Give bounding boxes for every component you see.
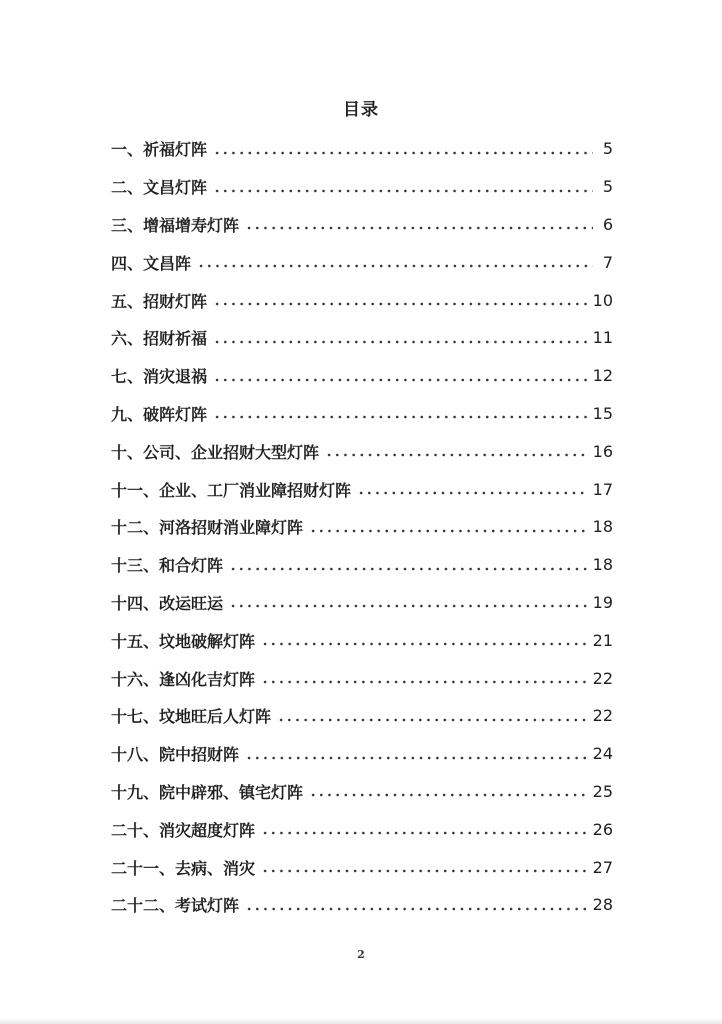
toc-entry-label: 十五、坟地破解灯阵 [111, 631, 256, 651]
toc-entry[interactable] [111, 810, 613, 848]
toc-entry-label: 六、招财祈福 [111, 329, 208, 349]
dot-leader [229, 567, 587, 571]
toc-entry[interactable] [111, 319, 613, 357]
dot-leader [309, 529, 587, 533]
toc-entry-page: 5 [602, 177, 613, 197]
toc-entry[interactable] [111, 470, 613, 508]
toc-entry-label: 三、增福增寿灯阵 [111, 215, 240, 235]
dot-leader [245, 756, 587, 760]
toc-entry-label: 十三、和合灯阵 [111, 556, 224, 576]
toc-entry[interactable] [111, 735, 613, 773]
toc-entry-page: 17 [592, 479, 613, 499]
toc-entry-page: 18 [592, 517, 613, 537]
toc-entry[interactable] [111, 243, 613, 281]
toc-entry[interactable] [111, 621, 613, 659]
toc-entry-page: 6 [602, 214, 613, 234]
page-number: 2 [357, 948, 365, 961]
toc-entry-label: 十七、坟地旺后人灯阵 [111, 707, 272, 727]
dot-leader [357, 491, 587, 495]
toc-entry-page: 15 [592, 403, 613, 423]
toc-entry[interactable] [111, 281, 613, 319]
dot-leader [245, 226, 593, 230]
toc-entry-page: 7 [602, 252, 613, 272]
dot-leader [213, 302, 587, 306]
dot-leader [277, 718, 587, 722]
toc-entry-page: 22 [592, 706, 613, 726]
dot-leader [261, 680, 587, 684]
toc-entry-label: 七、消灾退祸 [111, 367, 208, 387]
dot-leader [261, 642, 587, 646]
dot-leader [245, 907, 587, 911]
toc-entry-page: 27 [592, 857, 613, 877]
toc-entry-label: 二十二、考试灯阵 [111, 896, 240, 916]
dot-leader [261, 869, 587, 873]
toc-title: 目录 [343, 100, 379, 120]
toc-entry-page: 19 [592, 592, 613, 612]
toc-entry-page: 18 [592, 555, 613, 575]
toc-entry-label: 十一、企业、工厂消业障招财灯阵 [111, 480, 352, 500]
toc-entry-page: 22 [592, 668, 613, 688]
toc-entry[interactable] [111, 130, 613, 168]
toc-entry[interactable] [111, 848, 613, 886]
toc-entry[interactable] [111, 546, 613, 584]
dot-leader [229, 604, 587, 608]
toc-entry-page: 28 [592, 895, 613, 915]
toc-entry-label: 五、招财灯阵 [111, 291, 208, 311]
toc-entry[interactable] [111, 357, 613, 395]
toc-entry-label: 二十、消灾超度灯阵 [111, 820, 256, 840]
dot-leader [213, 189, 593, 193]
dot-leader [197, 264, 593, 268]
toc-entry-label: 一、祈福灯阵 [111, 140, 208, 160]
page-edge-shadow [0, 1018, 722, 1024]
toc-entry-label: 十、公司、企业招财大型灯阵 [111, 442, 320, 462]
toc-entry[interactable] [111, 659, 613, 697]
toc-entry[interactable] [111, 432, 613, 470]
toc-entry[interactable] [111, 584, 613, 622]
dot-leader [213, 378, 587, 382]
toc-entry-page: 16 [592, 441, 613, 461]
dot-leader [309, 793, 587, 797]
toc-entry[interactable] [111, 206, 613, 244]
toc-entry[interactable] [111, 697, 613, 735]
toc-entry-label: 四、文昌阵 [111, 253, 192, 273]
toc-entry-page: 25 [592, 781, 613, 801]
toc-entry[interactable] [111, 395, 613, 433]
toc-entry-page: 21 [592, 630, 613, 650]
toc-entry[interactable] [111, 773, 613, 811]
toc-list [111, 130, 613, 924]
toc-entry-label: 十八、院中招财阵 [111, 745, 240, 765]
toc-entry-label: 十六、逢凶化吉灯阵 [111, 669, 256, 689]
toc-entry-page: 24 [592, 744, 613, 764]
dot-leader [213, 151, 593, 155]
dot-leader [261, 831, 587, 835]
toc-entry-page: 5 [602, 139, 613, 159]
dot-leader [213, 415, 587, 419]
toc-entry-page: 12 [592, 366, 613, 386]
dot-leader [325, 453, 587, 457]
toc-entry-label: 二十一、去病、消灾 [111, 858, 256, 878]
toc-entry[interactable] [111, 886, 613, 924]
toc-entry-page: 10 [592, 290, 613, 310]
toc-entry-label: 十九、院中辟邪、镇宅灯阵 [111, 782, 304, 802]
toc-entry-page: 11 [592, 328, 613, 348]
toc-entry-label: 二、文昌灯阵 [111, 178, 208, 198]
toc-entry[interactable] [111, 168, 613, 206]
toc-entry-label: 十二、河洛招财消业障灯阵 [111, 518, 304, 538]
toc-entry-page: 26 [592, 819, 613, 839]
toc-entry[interactable] [111, 508, 613, 546]
toc-entry-label: 九、破阵灯阵 [111, 404, 208, 424]
toc-entry-label: 十四、改运旺运 [111, 593, 224, 613]
dot-leader [213, 340, 587, 344]
